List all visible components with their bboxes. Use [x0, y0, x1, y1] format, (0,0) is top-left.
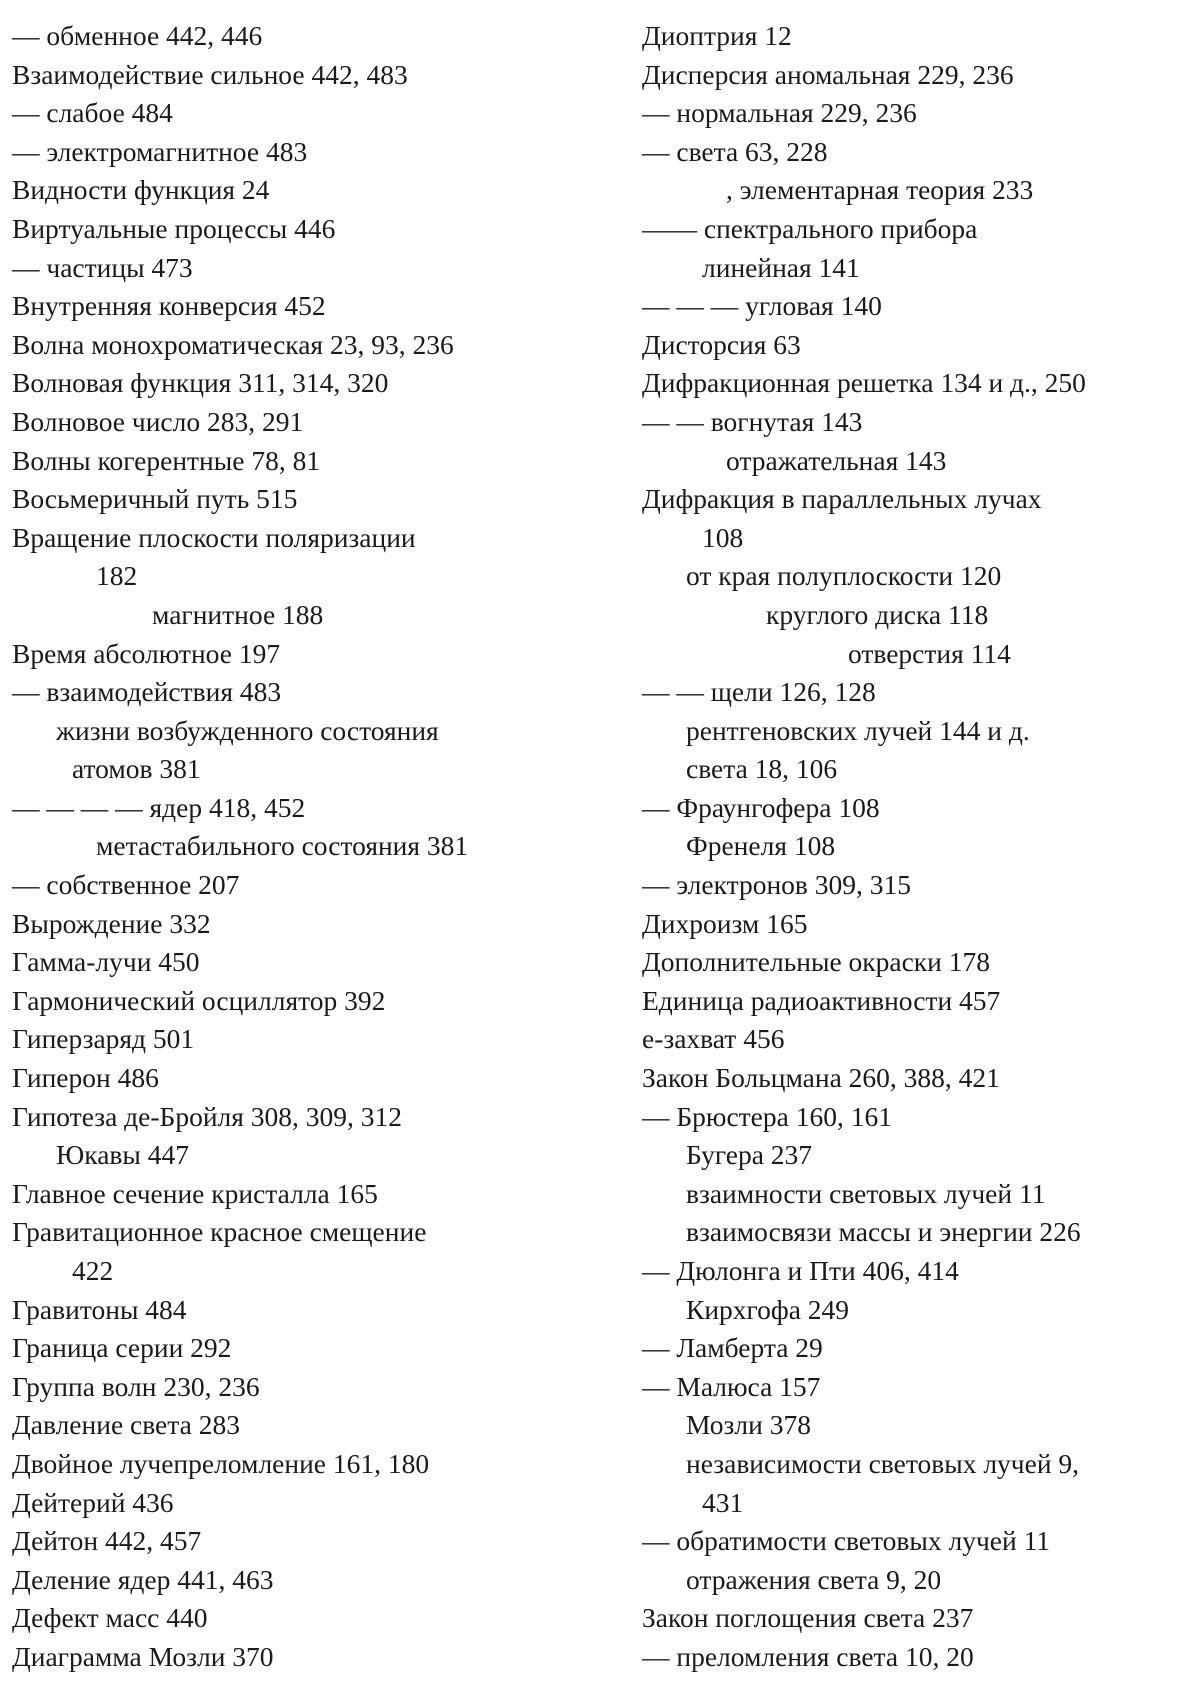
index-entry: Дифракция в параллельных лучах: [642, 483, 1042, 515]
index-entry: Дихроизм 165: [642, 907, 808, 939]
index-entry: 182: [96, 560, 138, 592]
index-entry: Давление света 283: [12, 1409, 240, 1441]
index-entry: отражательная 143: [726, 444, 947, 476]
index-entry: Дефект масс 440: [12, 1602, 208, 1634]
index-entry: жизни возбужденного состояния: [56, 714, 439, 746]
index-entry: , элементарная теория 233: [726, 174, 1034, 206]
index-entry: 108: [702, 521, 744, 553]
index-entry: 431: [702, 1486, 744, 1518]
index-entry: — Ламберта 29: [642, 1332, 823, 1364]
index-entry: Граница серии 292: [12, 1332, 232, 1364]
index-entry: Гармонический осциллятор 392: [12, 984, 386, 1016]
index-entry: — преломления света 10, 20: [642, 1640, 974, 1672]
index-column-right: [642, 17, 1192, 1677]
index-entry: независимости световых лучей 9,: [686, 1447, 1080, 1479]
index-entry: Гравитационное красное смещение: [12, 1216, 427, 1248]
index-entry: —— спектрального прибора: [642, 212, 978, 244]
index-entry: — нормальная 229, 236: [642, 97, 917, 129]
index-entry: круглого диска 118: [766, 598, 989, 630]
index-entry: — частицы 473: [12, 251, 193, 283]
index-entry: Диаграмма Мозли 370: [12, 1640, 274, 1672]
index-entry: — Фраунгофера 108: [642, 791, 880, 823]
index-column-left: [12, 17, 592, 1677]
index-entry: — — вогнутая 143: [642, 405, 863, 437]
index-entry: Гравитоны 484: [12, 1293, 187, 1325]
index-entry: Диоптрия 12: [642, 20, 792, 51]
index-entry: — — щели 126, 128: [642, 676, 876, 708]
index-entry: Главное сечение кристалла 165: [12, 1177, 378, 1209]
index-entry: света 18, 106: [686, 753, 838, 785]
index-entry: Дифракционная решетка 134 и д., 250: [642, 367, 1086, 399]
index-entry: Деление ядер 441, 463: [12, 1563, 274, 1595]
index-entry: Восьмеричный путь 515: [12, 483, 298, 515]
index-entry: — взаимодействия 483: [12, 676, 282, 708]
index-entry: — слабое 484: [12, 97, 173, 129]
index-entry: — собственное 207: [12, 869, 240, 901]
index-entry: атомов 381: [72, 753, 201, 785]
index-entry: Взаимодействие сильное 442, 483: [12, 58, 408, 90]
index-entry: Мозли 378: [686, 1409, 811, 1441]
index-entry: линейная 141: [702, 251, 860, 283]
index-entry: рентгеновских лучей 144 и д.: [686, 714, 1030, 746]
index-entry: отражения света 9, 20: [686, 1563, 942, 1595]
index-entry: Волны когерентные 78, 81: [12, 444, 321, 476]
index-entry: Дисторсия 63: [642, 328, 801, 360]
index-entry: взаимосвязи массы и энергии 226: [686, 1216, 1081, 1248]
index-entry: Волновая функция 311, 314, 320: [12, 367, 389, 399]
index-entry: от края полуплоскости 120: [686, 560, 1002, 592]
index-entry: — — — угловая 140: [642, 290, 882, 322]
index-entry: — обменное 442, 446: [12, 20, 263, 51]
index-entry: — Брюстера 160, 161: [642, 1100, 892, 1132]
index-entry: Юкавы 447: [56, 1139, 190, 1171]
index-entry: — Дюлонга и Пти 406, 414: [642, 1255, 959, 1286]
index-entry: Дополнительные окраски 178: [642, 946, 991, 978]
index-entry: отверстия 114: [848, 637, 1011, 669]
index-entry: — электронов 309, 315: [642, 869, 912, 901]
index-entry: взаимности световых лучей 11: [686, 1177, 1046, 1209]
index-entry: е-захват 456: [642, 1023, 785, 1055]
index-entry: Дейтерий 436: [12, 1486, 174, 1518]
index-entry: Кирхгофа 249: [686, 1293, 850, 1325]
index-entry: Волновое число 283, 291: [12, 405, 304, 437]
index-entry: Гиперон 486: [12, 1062, 159, 1094]
index-entry: Френеля 108: [686, 830, 836, 862]
index-entry: Вырождение 332: [12, 907, 211, 939]
index-entry: — света 63, 228: [642, 135, 828, 167]
index-entry: Единица радиоактивности 457: [642, 984, 1001, 1016]
index-entry: Виртуальные процессы 446: [12, 212, 336, 244]
index-entry: магнитное 188: [152, 598, 324, 630]
index-entry: Закон Больцмана 260, 388, 421: [642, 1062, 1000, 1094]
index-entry: Закон поглощения света 237: [642, 1602, 974, 1634]
index-entry: Вращение плоскости поляризации: [12, 521, 416, 553]
index-entry: Группа волн 230, 236: [12, 1370, 260, 1402]
index-entry: Гамма-лучи 450: [12, 946, 200, 978]
index-entry: Дейтон 442, 457: [12, 1525, 202, 1557]
index-entry: Двойное лучепреломление 161, 180: [12, 1447, 430, 1479]
index-entry: Гипотеза де-Бройля 308, 309, 312: [12, 1100, 403, 1132]
index-entry: Бугера 237: [686, 1139, 813, 1171]
index-entry: — Малюса 157: [642, 1370, 821, 1402]
index-entry: Видности функция 24: [12, 174, 270, 206]
index-entry: — обратимости световых лучей 11: [642, 1525, 1051, 1557]
index-entry: метастабильного состояния 381: [96, 830, 469, 862]
index-entry: Гиперзаряд 501: [12, 1023, 195, 1055]
index-entry: Время абсолютное 197: [12, 637, 281, 669]
index-entry: — — — — ядер 418, 452: [12, 791, 306, 823]
index-entry: 422: [72, 1255, 114, 1286]
index-entry: Волна монохроматическая 23, 93, 236: [12, 328, 454, 360]
index-entry: Внутренняя конверсия 452: [12, 290, 326, 322]
index-entry: — электромагнитное 483: [12, 135, 308, 167]
index-entry: Дисперсия аномальная 229, 236: [642, 58, 1014, 90]
